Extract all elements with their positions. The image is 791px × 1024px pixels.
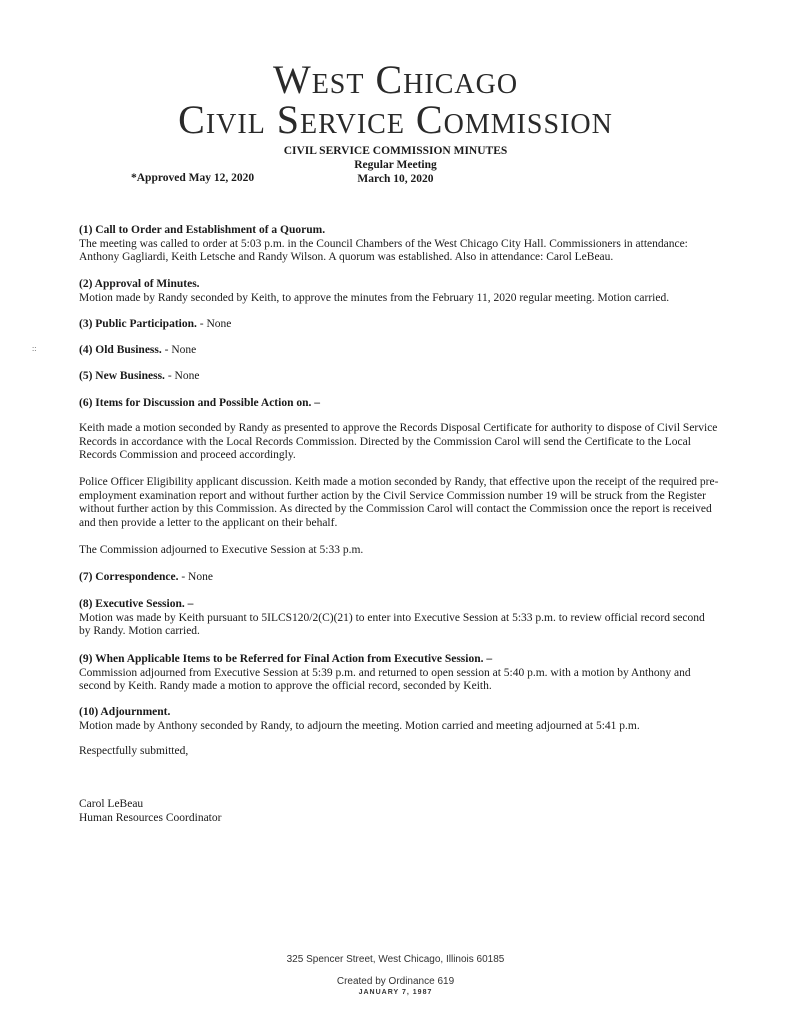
section-items-for-discussion — [79, 397, 719, 411]
discussion-paragraph-records: Keith made a motion seconded by Randy as presented to approve the Records Disposal Certificate for authority to dispose of Civil Service Records in accordance with the Local Records Commission. Directed by the Commission Carol will send the Certificate to the Local Records Commission and proceed accordingly. — [79, 422, 718, 461]
section-text: Motion made by Randy seconded by Keith, to approve the minutes from the February 11, 2020 regular meeting. Motion carried. — [79, 291, 670, 304]
section-note: - None — [196, 318, 232, 330]
section-title: (3) Public Participation. — [79, 318, 197, 330]
footer-address: 325 Spencer Street, West Chicago, Illinois 60185 — [286, 954, 505, 965]
discussion-paragraph-eligibility: Police Officer Eligibility applicant discussion. Keith made a motion seconded by Randy, that effective upon the receipt of the required pre-employment examination report and without further action by the Civil Service Commission number 19 will be struck from the Register without further action by this Commission. As directed by the Commission Carol will contact the Commission once the report is received and then provide a letter to the applicant on their behalf. — [79, 476, 719, 529]
signer-name: Carol LeBeau — [79, 798, 144, 810]
margin-mark: :: — [32, 344, 37, 353]
section-approval-of-minutes — [79, 278, 719, 305]
section-correspondence — [79, 571, 719, 585]
discussion-paragraph-adjourn: The Commission adjourned to Executive Session at 5:33 p.m. — [79, 544, 364, 556]
section-title: (1) Call to Order and Establishment of a Quorum. — [79, 224, 326, 236]
section-executive-session — [79, 598, 719, 639]
section-title: (10) Adjournment. — [79, 706, 171, 718]
section-note: - None — [161, 344, 197, 356]
section-title: (7) Correspondence. — [79, 571, 179, 583]
section-text: Motion was made by Keith pursuant to 5ILCS120/2(C)(21) to enter into Executive Session at 5:33 p.m. to review official record second by Randy. Motion carried. — [79, 611, 705, 637]
signer-role: Human Resources Coordinator — [79, 811, 222, 824]
document-title: CIVIL SERVICE COMMISSION MINUTES — [283, 145, 508, 157]
section-text: The meeting was called to order at 5:03 p.m. in the Council Chambers of the West Chicago City Hall. Commissioners in attendance: Anthony Gagliardi, Keith Letsche and Randy Wilson. A quorum was established. Also in attendance: Carol LeBeau. — [79, 237, 688, 263]
footer-ordinance: Created by Ordinance 619 — [336, 976, 455, 987]
section-public-participation — [79, 318, 719, 332]
section-title: (6) Items for Discussion and Possible Action on. – — [79, 397, 320, 409]
section-title: (9) When Applicable Items to be Referred for Final Action from Executive Session. – — [79, 653, 493, 665]
section-title: (5) New Business. — [79, 370, 165, 382]
signature-block — [79, 798, 719, 825]
footer-ordinance-date: JANUARY 7, 1987 — [358, 989, 433, 996]
letterhead-line-1: West Chicago — [272, 57, 519, 102]
approval-note: *Approved May 12, 2020 — [131, 172, 255, 184]
section-title: (8) Executive Session. – — [79, 598, 194, 610]
section-title: (2) Approval of Minutes. — [79, 278, 200, 290]
meeting-date: March 10, 2020 — [357, 173, 434, 185]
section-text: Commission adjourned from Executive Session at 5:39 p.m. and returned to open session at 5:40 p.m. with a motion by Anthony and second by Keith. Randy made a motion to approve the official record, seconded by Keith. — [79, 666, 691, 692]
section-note: - None — [178, 571, 213, 583]
section-title: (4) Old Business. — [79, 344, 162, 356]
section-call-to-order — [79, 224, 719, 265]
section-text: Motion made by Anthony seconded by Randy, to adjourn the meeting. Motion carried and meeting adjourned at 5:41 p.m. — [79, 719, 640, 732]
meeting-type: Regular Meeting — [354, 159, 437, 171]
section-old-business — [79, 344, 719, 358]
document-header — [0, 144, 791, 186]
section-note: - None — [164, 370, 200, 382]
letterhead-line-2: Civil Service Commission — [178, 97, 613, 142]
section-new-business — [79, 370, 719, 384]
section-final-action — [79, 653, 719, 694]
closing-salutation: Respectfully submitted, — [79, 745, 189, 757]
section-adjournment — [79, 706, 719, 733]
